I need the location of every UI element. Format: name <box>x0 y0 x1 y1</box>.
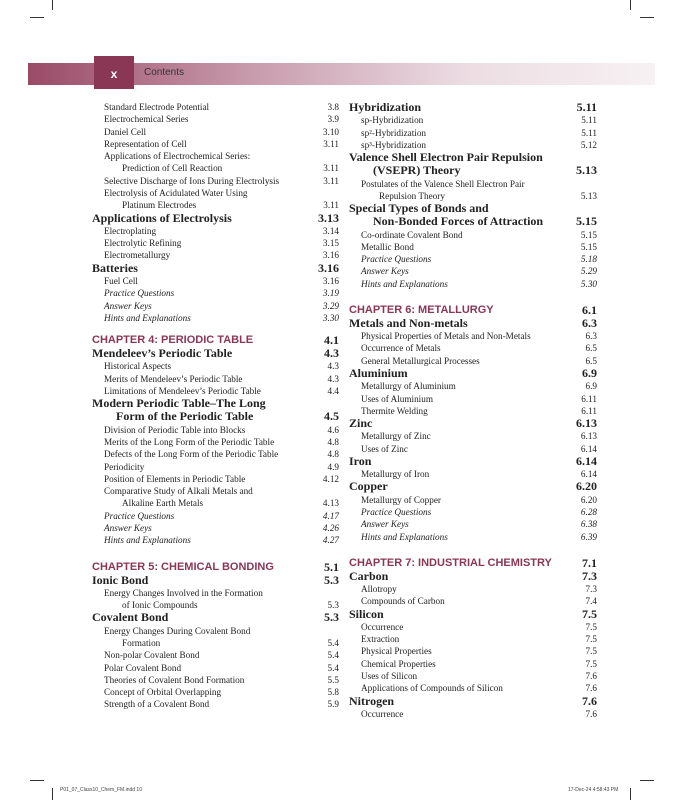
toc-entry-title: Metals and Non-metals <box>349 315 468 330</box>
toc-page-number: 5.9 <box>327 699 339 710</box>
toc-chapter-heading[interactable] <box>92 333 339 347</box>
toc-page-number: 6.11 <box>581 405 597 416</box>
toc-entry[interactable] <box>349 670 597 682</box>
toc-entry[interactable] <box>92 113 339 125</box>
toc-section-entry[interactable] <box>349 367 597 380</box>
toc-entry[interactable] <box>92 686 339 698</box>
toc-entry-title: Polar Covalent Bond <box>104 662 182 673</box>
toc-page-number: 7.5 <box>582 606 597 621</box>
toc-entry-title: Occurrence <box>361 621 404 632</box>
toc-page-number: 7.6 <box>582 693 597 708</box>
toc-entry[interactable] <box>92 150 339 162</box>
toc-section-entry[interactable] <box>92 347 339 360</box>
toc-page-number: 3.19 <box>322 288 339 299</box>
toc-page-number: 5.18 <box>580 254 597 265</box>
toc-section-entry[interactable] <box>349 164 597 177</box>
toc-page-number: 6.11 <box>581 393 597 404</box>
toc-entry-title: Co-ordinate Covalent Bond <box>361 229 463 240</box>
toc-entry[interactable] <box>92 448 339 460</box>
toc-entry-title: Division of Periodic Table into Blocks <box>104 424 246 435</box>
toc-entry[interactable] <box>92 497 339 509</box>
toc-entry-title: Energy Changes During Covalent Bond <box>104 625 251 636</box>
toc-entry-title: sp³-Hybridization <box>361 139 427 150</box>
toc-entry[interactable] <box>349 229 597 241</box>
toc-entry-title: Hints and Explanations <box>361 531 448 542</box>
toc-page-number: 4.8 <box>327 449 339 460</box>
toc-entry[interactable] <box>92 237 339 249</box>
toc-page-number: 4.8 <box>327 436 339 447</box>
toc-entry-title: Iron <box>349 453 372 468</box>
toc-left-column <box>92 101 339 711</box>
toc-entry-title: Concept of Orbital Overlapping <box>104 687 222 698</box>
toc-entry[interactable] <box>349 178 597 190</box>
toc-entry-title: Valence Shell Electron Pair Repulsion <box>349 150 543 165</box>
toc-entry[interactable] <box>92 424 339 436</box>
toc-entry-title: Merits of the Long Form of the Periodic Table <box>104 436 275 447</box>
page-number-tab: x <box>94 56 134 89</box>
toc-entry[interactable] <box>92 225 339 237</box>
toc-page-number: 5.8 <box>327 687 339 698</box>
toc-entry[interactable] <box>349 518 597 530</box>
toc-entry[interactable] <box>349 265 597 277</box>
toc-entry-title: Hints and Explanations <box>104 312 191 323</box>
toc-entry-title: Occurrence of Metals <box>361 343 441 354</box>
toc-page-number: 3.8 <box>327 102 339 112</box>
toc-page-number: 4.17 <box>322 510 339 521</box>
toc-entry-title: Physical Properties <box>361 646 432 657</box>
toc-entry-title: Platinum Electrodes <box>122 200 197 211</box>
toc-entry[interactable] <box>92 187 339 199</box>
toc-page-number: 4.1 <box>324 333 339 348</box>
toc-entry[interactable] <box>92 522 339 534</box>
toc-entry[interactable] <box>349 658 597 670</box>
toc-page-number: 5.11 <box>581 127 597 138</box>
toc-entry-title: of Ionic Compounds <box>122 600 198 611</box>
toc-page-number: 5.12 <box>580 139 597 150</box>
toc-entry-title: Defects of the Long Form of the Periodic Table <box>104 449 279 460</box>
toc-page-number: 5.1 <box>324 559 339 574</box>
toc-entry-title: Metallurgy of Aluminium <box>361 381 456 392</box>
toc-entry-title: Nitrogen <box>349 693 395 708</box>
toc-entry[interactable] <box>349 531 597 543</box>
spacer <box>92 547 339 560</box>
toc-entry[interactable] <box>92 662 339 674</box>
toc-page-number: 6.14 <box>580 443 597 454</box>
toc-entry[interactable] <box>349 330 597 342</box>
spacer <box>349 290 597 303</box>
toc-entry-title: Metallic Bond <box>361 241 414 252</box>
toc-entry[interactable] <box>92 300 339 312</box>
toc-entry[interactable] <box>92 126 339 138</box>
toc-entry-title: Covalent Bond <box>92 610 169 625</box>
toc-page-number: 6.13 <box>576 416 597 431</box>
toc-page-number: 5.13 <box>580 190 597 201</box>
toc-section-entry[interactable] <box>349 101 597 114</box>
toc-entry-title: CHAPTER 5: CHEMICAL BONDING <box>92 560 274 573</box>
toc-page-number: 4.12 <box>322 473 339 484</box>
toc-page-number: 3.11 <box>323 138 339 149</box>
toc-entry-title: Allotropy <box>361 584 397 595</box>
toc-entry-title: Occurrence <box>361 708 404 719</box>
toc-entry[interactable] <box>92 637 339 649</box>
toc-entry[interactable] <box>349 621 597 633</box>
toc-entry-title: Electrometallurgy <box>104 250 171 261</box>
toc-section-entry[interactable] <box>92 212 339 225</box>
toc-page-number: 6.20 <box>580 494 597 505</box>
crop-mark <box>52 788 53 800</box>
toc-page-number: 4.4 <box>327 385 339 396</box>
toc-page-number: 7.5 <box>585 658 597 669</box>
toc-page-number: 4.3 <box>327 373 339 384</box>
toc-page-number: 3.15 <box>322 238 339 249</box>
toc-entry-title: Postulates of the Valence Shell Electron Pair <box>361 178 525 189</box>
toc-entry-title: Practice Questions <box>104 288 175 299</box>
toc-page-number: 6.9 <box>582 366 597 381</box>
toc-entry-title: Answer Keys <box>104 300 152 311</box>
toc-section-entry[interactable] <box>349 695 597 708</box>
toc-page-number: 3.13 <box>318 210 339 225</box>
toc-entry[interactable] <box>92 312 339 324</box>
toc-entry[interactable] <box>92 510 339 522</box>
toc-entry-title: Metallurgy of Copper <box>361 494 441 505</box>
toc-entry[interactable] <box>349 595 597 607</box>
toc-entry[interactable] <box>349 682 597 694</box>
toc-page-number: 6.13 <box>580 431 597 442</box>
toc-page-number: 3.16 <box>318 260 339 275</box>
toc-entry[interactable] <box>92 625 339 637</box>
toc-entry[interactable] <box>349 583 597 595</box>
toc-entry-title: Historical Aspects <box>104 361 172 372</box>
toc-entry[interactable] <box>349 253 597 265</box>
toc-page-number: 5.4 <box>327 637 339 648</box>
toc-entry-title: Periodicity <box>104 461 145 472</box>
toc-entry-title: Electrolytic Refining <box>104 238 182 249</box>
toc-entry-title: Daniel Cell <box>104 126 147 137</box>
header-title: Contents <box>144 67 185 78</box>
crop-mark <box>30 780 44 781</box>
toc-entry-title: Carbon <box>349 568 389 583</box>
crop-mark <box>52 0 53 10</box>
toc-chapter-heading[interactable] <box>92 560 339 574</box>
toc-entry-title: Form of the Periodic Table <box>116 409 254 424</box>
toc-entry[interactable] <box>349 342 597 354</box>
toc-page-number: 6.1 <box>582 302 597 317</box>
toc-page-number: 6.28 <box>580 506 597 517</box>
toc-entry-title: Standard Electrode Potential <box>104 102 210 112</box>
toc-section-entry[interactable] <box>92 611 339 624</box>
toc-entry-title: Fuel Cell <box>104 275 138 286</box>
toc-entry[interactable] <box>92 534 339 546</box>
toc-entry-title: Metallurgy of Iron <box>361 469 430 480</box>
toc-entry-title: Hybridization <box>349 100 422 114</box>
toc-page-number: 4.26 <box>322 523 339 534</box>
toc-entry[interactable] <box>349 127 597 139</box>
toc-entry-title: Repulsion Theory <box>379 190 445 201</box>
toc-entry-title: sp²-Hybridization <box>361 127 427 138</box>
toc-entry-title: Hints and Explanations <box>104 535 191 546</box>
toc-entry[interactable] <box>349 393 597 405</box>
toc-page-number: 4.3 <box>324 346 339 361</box>
toc-entry-title: Limitations of Mendeleev’s Periodic Table <box>104 385 261 396</box>
toc-page-number: 7.6 <box>585 671 597 682</box>
toc-page-number: 5.29 <box>580 266 597 277</box>
toc-section-entry[interactable] <box>349 215 597 228</box>
toc-entry-title: Applications of Electrolysis <box>92 210 232 225</box>
toc-entry[interactable] <box>92 199 339 211</box>
toc-entry[interactable] <box>349 443 597 455</box>
toc-entry-title: Comparative Study of Alkali Metals and <box>104 486 253 497</box>
toc-page-number: 7.5 <box>585 621 597 632</box>
toc-entry-title: Non-Bonded Forces of Attraction <box>373 214 544 229</box>
toc-page-number: 4.13 <box>322 498 339 509</box>
toc-section-entry[interactable] <box>349 608 597 621</box>
toc-entry-title: CHAPTER 7: INDUSTRIAL CHEMISTRY <box>349 556 552 569</box>
toc-page-number: 3.29 <box>322 300 339 311</box>
toc-entry[interactable] <box>92 473 339 485</box>
toc-page-number: 6.14 <box>576 453 597 468</box>
toc-page-number: 4.9 <box>327 461 339 472</box>
toc-entry-title: Position of Elements in Periodic Table <box>104 473 246 484</box>
toc-entry-title: Strength of a Covalent Bond <box>104 699 210 710</box>
toc-entry[interactable] <box>92 373 339 385</box>
toc-entry-title: Thermite Welding <box>361 405 428 416</box>
toc-entry[interactable] <box>92 698 339 710</box>
toc-entry[interactable] <box>92 101 339 113</box>
crop-mark <box>30 17 44 18</box>
toc-entry-title: Answer Keys <box>104 523 152 534</box>
toc-entry-title: Aluminium <box>349 366 408 381</box>
toc-entry[interactable] <box>349 506 597 518</box>
toc-page-number: 5.15 <box>580 229 597 240</box>
toc-entry-title: Merits of Mendeleev’s Periodic Table <box>104 373 243 384</box>
toc-entry-title: Non-polar Covalent Bond <box>104 650 200 661</box>
crop-mark <box>630 788 631 800</box>
toc-page-number: 5.4 <box>327 662 339 673</box>
spacer <box>349 543 597 556</box>
toc-page-number: 5.30 <box>580 278 597 289</box>
toc-entry-title: Modern Periodic Table–The Long <box>92 396 266 411</box>
toc-section-entry[interactable] <box>349 455 597 468</box>
toc-page-number: 7.6 <box>585 708 597 719</box>
toc-chapter-heading[interactable] <box>349 556 597 570</box>
toc-entry[interactable] <box>349 645 597 657</box>
toc-entry-title: Chemical Properties <box>361 658 436 669</box>
toc-page-number: 7.5 <box>585 646 597 657</box>
toc-page-number: 4.3 <box>327 361 339 372</box>
footer-timestamp: 17-Dec-24 4:58:43 PM <box>568 787 619 793</box>
toc-page-number: 4.27 <box>322 535 339 546</box>
toc-entry[interactable] <box>92 360 339 372</box>
toc-page-number: 3.9 <box>327 114 339 125</box>
toc-entry-title: Electrochemical Series <box>104 114 189 125</box>
toc-entry-title: Applications of Compounds of Silicon <box>361 683 503 694</box>
toc-entry-title: sp-Hybridization <box>361 115 424 126</box>
toc-entry[interactable] <box>349 633 597 645</box>
toc-page-number: 5.13 <box>576 163 597 178</box>
toc-entry-title: Uses of Zinc <box>361 443 408 454</box>
toc-entry[interactable] <box>92 461 339 473</box>
toc-entry[interactable] <box>92 249 339 261</box>
toc-section-entry[interactable] <box>349 317 597 330</box>
toc-page-number: 7.4 <box>585 596 597 607</box>
toc-entry-title: CHAPTER 4: PERIODIC TABLE <box>92 334 254 347</box>
toc-entry-title: Hints and Explanations <box>361 278 448 289</box>
toc-entry-title: Uses of Silicon <box>361 671 418 682</box>
toc-entry-title: Practice Questions <box>361 254 432 265</box>
toc-page-number: 7.3 <box>585 584 597 595</box>
toc-page-number: 6.14 <box>580 469 597 480</box>
toc-entry-title: Answer Keys <box>361 519 409 530</box>
toc-page-number: 4.6 <box>327 424 339 435</box>
toc-entry-title: Practice Questions <box>104 510 175 521</box>
toc-entry[interactable] <box>349 430 597 442</box>
toc-page-number: 3.11 <box>323 175 339 186</box>
toc-entry-title: Representation of Cell <box>104 138 187 149</box>
toc-page-number: 3.14 <box>322 225 339 236</box>
toc-section-entry[interactable] <box>349 570 597 583</box>
toc-entry-title: Formation <box>122 637 161 648</box>
toc-entry-title: Theories of Covalent Bond Formation <box>104 674 245 685</box>
toc-entry[interactable] <box>349 114 597 126</box>
toc-page-number: 7.5 <box>585 634 597 645</box>
toc-page-number: 3.11 <box>323 163 339 174</box>
toc-page-number: 5.3 <box>324 572 339 587</box>
toc-entry-title: Alkaline Earth Metals <box>122 498 204 509</box>
toc-entry-title: CHAPTER 6: METALLURGY <box>349 303 494 316</box>
toc-chapter-heading[interactable] <box>349 303 597 317</box>
toc-entry-title: Prediction of Cell Reaction <box>122 163 223 174</box>
toc-entry-title: Physical Properties of Metals and Non-Metals <box>361 331 531 342</box>
toc-page-number: 3.30 <box>322 312 339 323</box>
toc-entry-title: Answer Keys <box>361 266 409 277</box>
toc-entry[interactable] <box>349 708 597 720</box>
toc-right-column <box>349 101 597 720</box>
toc-entry-title: Applications of Electrochemical Series: <box>104 151 251 162</box>
toc-entry-title: Practice Questions <box>361 506 432 517</box>
toc-page-number: 5.3 <box>324 610 339 625</box>
toc-entry-title: Silicon <box>349 606 384 621</box>
toc-entry[interactable] <box>92 287 339 299</box>
toc-page-number: 7.3 <box>582 568 597 583</box>
toc-entry[interactable] <box>92 485 339 497</box>
toc-entry[interactable] <box>349 405 597 417</box>
toc-entry[interactable] <box>92 674 339 686</box>
toc-page-number: 5.15 <box>576 214 597 229</box>
toc-entry-title: Selective Discharge of Ions During Electrolysis <box>104 175 280 186</box>
toc-entry[interactable] <box>92 649 339 661</box>
toc-page-number: 3.10 <box>322 126 339 137</box>
toc-entry[interactable] <box>349 494 597 506</box>
toc-page-number: 6.20 <box>576 479 597 494</box>
toc-page-number: 3.16 <box>322 250 339 261</box>
toc-entry[interactable] <box>92 275 339 287</box>
crop-mark <box>640 780 654 781</box>
toc-page-number: 5.11 <box>576 100 597 114</box>
toc-section-entry[interactable] <box>349 417 597 430</box>
toc-page-number: 6.3 <box>585 331 597 342</box>
toc-page-number: 5.5 <box>327 674 339 685</box>
crop-mark <box>640 17 654 18</box>
toc-page-number: 6.5 <box>585 355 597 366</box>
toc-page-number: 5.4 <box>327 650 339 661</box>
toc-entry[interactable] <box>92 162 339 174</box>
spacer <box>92 324 339 333</box>
crop-mark <box>630 0 631 10</box>
toc-page-number: 5.15 <box>580 241 597 252</box>
toc-entry[interactable] <box>92 138 339 150</box>
toc-page-number: 3.11 <box>323 200 339 211</box>
toc-entry[interactable] <box>349 278 597 290</box>
toc-entry-title: Metallurgy of Zinc <box>361 431 431 442</box>
toc-page-number: 6.39 <box>580 531 597 542</box>
toc-section-entry[interactable] <box>349 480 597 493</box>
toc-entry-title: Uses of Aluminium <box>361 393 433 404</box>
toc-page-number: 7.6 <box>585 683 597 694</box>
toc-entry-title: Special Types of Bonds and <box>349 201 489 216</box>
toc-section-entry[interactable] <box>92 262 339 275</box>
toc-entry-title: Ionic Bond <box>92 572 149 587</box>
toc-page-number: 5.3 <box>327 600 339 611</box>
toc-page-number: 6.38 <box>580 519 597 530</box>
toc-section-entry[interactable] <box>92 410 339 423</box>
toc-page-number: 3.16 <box>322 275 339 286</box>
toc-entry-title: (VSEPR) Theory <box>373 163 461 178</box>
toc-entry-title: Electrolysis of Acidulated Water Using <box>104 188 248 199</box>
toc-entry-title: Extraction <box>361 634 400 645</box>
footer-file-slug: P01_07_Class10_Chem_FM.indd 10 <box>60 787 142 793</box>
toc-page-number: 5.11 <box>581 115 597 126</box>
toc-entry[interactable] <box>92 175 339 187</box>
toc-entry-title: Energy Changes Involved in the Formation <box>104 587 263 598</box>
toc-entry[interactable] <box>349 241 597 253</box>
toc-entry-title: Compounds of Carbon <box>361 596 445 607</box>
toc-entry[interactable] <box>349 380 597 392</box>
toc-page-number: 6.3 <box>582 315 597 330</box>
toc-page-number: 6.5 <box>585 343 597 354</box>
toc-entry-title: Electroplating <box>104 225 157 236</box>
toc-entry-title: Zinc <box>349 416 373 431</box>
toc-entry-title: Batteries <box>92 260 138 275</box>
toc-entry-title: Mendeleev’s Periodic Table <box>92 346 233 361</box>
toc-page-number: 4.5 <box>324 409 339 424</box>
toc-entry-title: General Metallurgical Processes <box>361 355 480 366</box>
toc-entry[interactable] <box>92 436 339 448</box>
toc-entry-title: Copper <box>349 479 388 494</box>
toc-page-number: 7.1 <box>582 555 597 570</box>
toc-page-number: 6.9 <box>585 381 597 392</box>
toc-section-entry[interactable] <box>92 574 339 587</box>
toc-entry[interactable] <box>92 587 339 599</box>
